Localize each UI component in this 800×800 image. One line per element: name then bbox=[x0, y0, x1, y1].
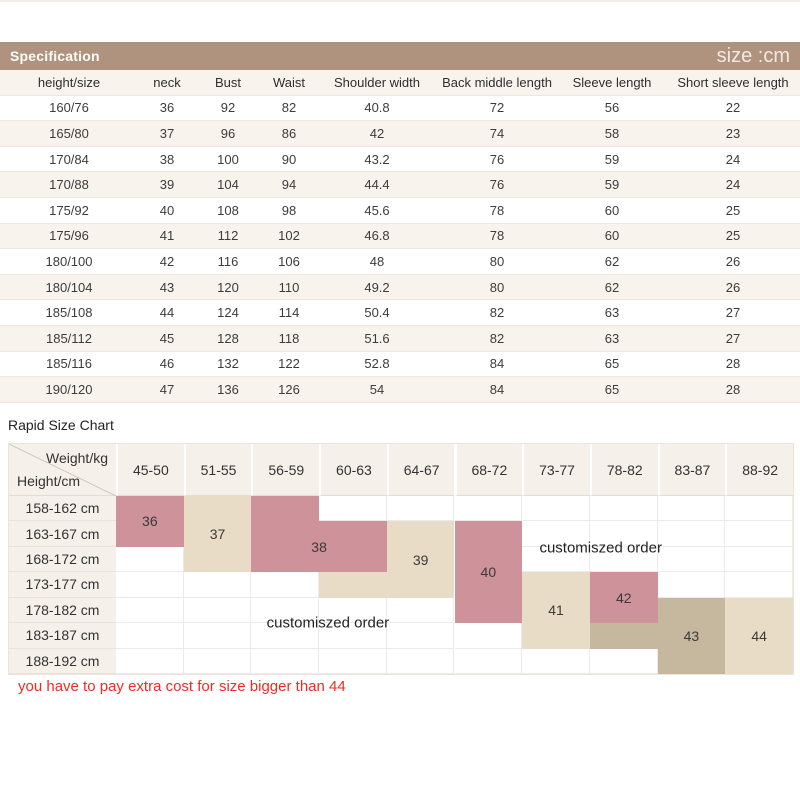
spec-value-cell: 42 bbox=[138, 249, 196, 275]
spec-value-cell: 74 bbox=[436, 121, 558, 147]
spec-value-cell: 43 bbox=[138, 274, 196, 300]
size-block-label: 38 bbox=[311, 538, 327, 555]
spec-value-cell: 63 bbox=[558, 300, 666, 326]
spec-value-cell: 23 bbox=[666, 121, 800, 147]
size-block-label: 42 bbox=[615, 589, 632, 606]
matrix-body-cell bbox=[319, 649, 387, 674]
spec-value-cell: 22 bbox=[666, 95, 800, 121]
matrix-body-cell bbox=[455, 496, 523, 521]
spec-height-size-cell: 160/76 bbox=[0, 95, 138, 121]
spec-table-row bbox=[0, 172, 800, 198]
spec-value-cell: 78 bbox=[436, 223, 558, 249]
extra-cost-note: you have to pay extra cost for size bigger than 44 bbox=[18, 678, 346, 695]
spec-value-cell: 28 bbox=[666, 351, 800, 377]
spec-value-cell: 114 bbox=[260, 300, 318, 326]
spec-value-cell: 56 bbox=[558, 95, 666, 121]
matrix-body-cell bbox=[522, 649, 590, 674]
matrix-body-cell bbox=[725, 496, 793, 521]
spec-table-row bbox=[0, 274, 800, 300]
height-row-label: 158-162 cm bbox=[9, 496, 116, 521]
spec-value-cell: 108 bbox=[196, 197, 260, 223]
page-top-border bbox=[0, 0, 800, 2]
spec-value-cell: 37 bbox=[138, 121, 196, 147]
spec-value-cell: 45 bbox=[138, 325, 196, 351]
matrix-body-cell bbox=[522, 496, 590, 521]
customized-order-note: customiszed order bbox=[539, 539, 662, 557]
weight-column-header: 88-92 bbox=[725, 444, 793, 496]
spec-value-cell: 136 bbox=[196, 377, 260, 403]
spec-value-cell: 82 bbox=[436, 325, 558, 351]
spec-column-header: Sleeve length bbox=[558, 70, 666, 95]
spec-value-cell: 50.4 bbox=[318, 300, 436, 326]
height-row-label: 168-172 cm bbox=[9, 547, 116, 572]
height-row-label: 183-187 cm bbox=[9, 623, 116, 648]
weight-column-header: 45-50 bbox=[116, 444, 184, 496]
matrix-body-cell bbox=[387, 496, 455, 521]
spec-height-size-cell: 170/84 bbox=[0, 146, 138, 172]
spec-value-cell: 80 bbox=[436, 249, 558, 275]
spec-value-cell: 38 bbox=[138, 146, 196, 172]
spec-value-cell: 60 bbox=[558, 197, 666, 223]
spec-value-cell: 63 bbox=[558, 325, 666, 351]
specification-table bbox=[0, 70, 800, 403]
spec-value-cell: 41 bbox=[138, 223, 196, 249]
spec-table-row bbox=[0, 249, 800, 275]
matrix-body-cell bbox=[725, 547, 793, 572]
spec-table-row bbox=[0, 300, 800, 326]
spec-value-cell: 78 bbox=[436, 197, 558, 223]
matrix-body-cell bbox=[725, 521, 793, 546]
spec-value-cell: 44 bbox=[138, 300, 196, 326]
spec-value-cell: 90 bbox=[260, 146, 318, 172]
size-43-block bbox=[590, 623, 658, 648]
spec-table-row bbox=[0, 377, 800, 403]
spec-value-cell: 40.8 bbox=[318, 95, 436, 121]
spec-column-header: Waist bbox=[260, 70, 318, 95]
spec-column-header: Shoulder width bbox=[318, 70, 436, 95]
spec-value-cell: 65 bbox=[558, 351, 666, 377]
spec-value-cell: 122 bbox=[260, 351, 318, 377]
spec-value-cell: 98 bbox=[260, 197, 318, 223]
spec-value-cell: 25 bbox=[666, 197, 800, 223]
spec-height-size-cell: 180/104 bbox=[0, 274, 138, 300]
spec-value-cell: 82 bbox=[260, 95, 318, 121]
matrix-body-cell bbox=[184, 572, 252, 597]
matrix-body-cell bbox=[658, 547, 726, 572]
spec-value-cell: 40 bbox=[138, 197, 196, 223]
size-39-block bbox=[319, 572, 387, 597]
spec-table-row bbox=[0, 325, 800, 351]
spec-value-cell: 54 bbox=[318, 377, 436, 403]
matrix-body-cell bbox=[251, 649, 319, 674]
height-axis-label: Height/cm bbox=[17, 473, 81, 489]
spec-column-header: Back middle length bbox=[436, 70, 558, 95]
matrix-body-cell bbox=[455, 649, 523, 674]
rapid-size-chart-matrix bbox=[8, 443, 794, 675]
size-block-label: 36 bbox=[142, 513, 158, 530]
height-row-label: 163-167 cm bbox=[9, 521, 116, 546]
spec-height-size-cell: 170/88 bbox=[0, 172, 138, 198]
spec-value-cell: 60 bbox=[558, 223, 666, 249]
spec-value-cell: 132 bbox=[196, 351, 260, 377]
spec-value-cell: 42 bbox=[318, 121, 436, 147]
matrix-body-cell bbox=[387, 623, 455, 648]
height-row-label: 178-182 cm bbox=[9, 598, 116, 623]
height-row-label: 173-177 cm bbox=[9, 572, 116, 597]
spec-table-row bbox=[0, 95, 800, 121]
weight-column-header: 68-72 bbox=[455, 444, 523, 496]
weight-column-header: 83-87 bbox=[658, 444, 726, 496]
spec-value-cell: 96 bbox=[196, 121, 260, 147]
size-38-block bbox=[319, 521, 387, 572]
spec-height-size-cell: 185/108 bbox=[0, 300, 138, 326]
spec-value-cell: 46 bbox=[138, 351, 196, 377]
spec-height-size-cell: 185/116 bbox=[0, 351, 138, 377]
matrix-body-cell bbox=[319, 496, 387, 521]
spec-value-cell: 124 bbox=[196, 300, 260, 326]
spec-value-cell: 116 bbox=[196, 249, 260, 275]
matrix-body-cell bbox=[184, 598, 252, 623]
spec-height-size-cell: 175/92 bbox=[0, 197, 138, 223]
spec-column-header: height/size bbox=[0, 70, 138, 95]
spec-value-cell: 48 bbox=[318, 249, 436, 275]
size-block-label: 41 bbox=[548, 602, 564, 619]
matrix-body-cell bbox=[116, 623, 184, 648]
spec-value-cell: 102 bbox=[260, 223, 318, 249]
size-unit-label: size :cm bbox=[716, 44, 790, 67]
spec-value-cell: 36 bbox=[138, 95, 196, 121]
spec-value-cell: 84 bbox=[436, 377, 558, 403]
spec-value-cell: 100 bbox=[196, 146, 260, 172]
matrix-body-cell bbox=[658, 521, 726, 546]
size-block-label: 43 bbox=[683, 627, 700, 644]
spec-value-cell: 59 bbox=[558, 172, 666, 198]
spec-value-cell: 44.4 bbox=[318, 172, 436, 198]
spec-table-row bbox=[0, 351, 800, 377]
spec-value-cell: 27 bbox=[666, 325, 800, 351]
height-row-label: 188-192 cm bbox=[9, 649, 116, 674]
spec-table-row bbox=[0, 121, 800, 147]
spec-table-row bbox=[0, 146, 800, 172]
spec-value-cell: 39 bbox=[138, 172, 196, 198]
size-38-block bbox=[251, 496, 319, 572]
rapid-size-chart-title: Rapid Size Chart bbox=[8, 417, 114, 433]
spec-column-header: Bust bbox=[196, 70, 260, 95]
spec-column-header: neck bbox=[138, 70, 196, 95]
spec-value-cell: 43.2 bbox=[318, 146, 436, 172]
spec-value-cell: 62 bbox=[558, 249, 666, 275]
spec-value-cell: 118 bbox=[260, 325, 318, 351]
spec-value-cell: 80 bbox=[436, 274, 558, 300]
spec-value-cell: 82 bbox=[436, 300, 558, 326]
spec-value-cell: 65 bbox=[558, 377, 666, 403]
spec-value-cell: 112 bbox=[196, 223, 260, 249]
spec-height-size-cell: 175/96 bbox=[0, 223, 138, 249]
spec-value-cell: 27 bbox=[666, 300, 800, 326]
spec-column-header: Short sleeve length bbox=[666, 70, 800, 95]
spec-table-row bbox=[0, 223, 800, 249]
spec-value-cell: 76 bbox=[436, 172, 558, 198]
size-block-label: 44 bbox=[751, 627, 767, 644]
matrix-body-cell bbox=[251, 572, 319, 597]
size-block-label: 37 bbox=[209, 526, 226, 543]
spec-value-cell: 86 bbox=[260, 121, 318, 147]
spec-height-size-cell: 180/100 bbox=[0, 249, 138, 275]
customized-order-note: customiszed order bbox=[266, 614, 390, 632]
weight-column-header: 60-63 bbox=[319, 444, 387, 496]
matrix-body-cell bbox=[590, 496, 658, 521]
matrix-body-cell bbox=[116, 598, 184, 623]
specification-header-bar bbox=[0, 42, 800, 70]
matrix-body-cell bbox=[116, 547, 184, 572]
spec-table-row bbox=[0, 197, 800, 223]
spec-table-header-row bbox=[0, 70, 800, 95]
matrix-body-cell bbox=[725, 572, 793, 597]
matrix-body-cell bbox=[455, 623, 523, 648]
matrix-body-cell bbox=[658, 572, 726, 597]
specification-title: Specification bbox=[10, 48, 100, 64]
spec-height-size-cell: 165/80 bbox=[0, 121, 138, 147]
spec-value-cell: 47 bbox=[138, 377, 196, 403]
matrix-body-cell bbox=[387, 598, 455, 623]
matrix-body-cell bbox=[116, 649, 184, 674]
spec-value-cell: 26 bbox=[666, 274, 800, 300]
matrix-body-cell bbox=[658, 496, 726, 521]
spec-value-cell: 58 bbox=[558, 121, 666, 147]
weight-axis-label: Weight/kg bbox=[46, 450, 108, 466]
spec-value-cell: 104 bbox=[196, 172, 260, 198]
spec-value-cell: 106 bbox=[260, 249, 318, 275]
spec-value-cell: 128 bbox=[196, 325, 260, 351]
spec-height-size-cell: 190/120 bbox=[0, 377, 138, 403]
specification-table-container bbox=[0, 70, 800, 403]
matrix-body-cell bbox=[184, 649, 252, 674]
spec-height-size-cell: 185/112 bbox=[0, 325, 138, 351]
spec-value-cell: 72 bbox=[436, 95, 558, 121]
weight-column-header: 64-67 bbox=[387, 444, 455, 496]
spec-value-cell: 62 bbox=[558, 274, 666, 300]
size-block-label: 39 bbox=[412, 551, 429, 568]
spec-value-cell: 25 bbox=[666, 223, 800, 249]
spec-value-cell: 126 bbox=[260, 377, 318, 403]
spec-value-cell: 110 bbox=[260, 274, 318, 300]
spec-value-cell: 26 bbox=[666, 249, 800, 275]
spec-value-cell: 46.8 bbox=[318, 223, 436, 249]
matrix-body-cell bbox=[116, 572, 184, 597]
spec-value-cell: 24 bbox=[666, 172, 800, 198]
matrix-corner-cell bbox=[9, 444, 116, 496]
weight-column-header: 51-55 bbox=[184, 444, 252, 496]
spec-value-cell: 51.6 bbox=[318, 325, 436, 351]
spec-value-cell: 59 bbox=[558, 146, 666, 172]
spec-value-cell: 24 bbox=[666, 146, 800, 172]
spec-value-cell: 76 bbox=[436, 146, 558, 172]
spec-value-cell: 84 bbox=[436, 351, 558, 377]
spec-value-cell: 49.2 bbox=[318, 274, 436, 300]
spec-value-cell: 52.8 bbox=[318, 351, 436, 377]
spec-value-cell: 28 bbox=[666, 377, 800, 403]
weight-column-header: 78-82 bbox=[590, 444, 658, 496]
spec-value-cell: 92 bbox=[196, 95, 260, 121]
matrix-body-cell bbox=[590, 649, 658, 674]
matrix-body-cell bbox=[184, 623, 252, 648]
spec-value-cell: 45.6 bbox=[318, 197, 436, 223]
weight-column-header: 73-77 bbox=[522, 444, 590, 496]
weight-column-header: 56-59 bbox=[251, 444, 319, 496]
matrix-body-cell bbox=[387, 649, 455, 674]
size-block-label: 40 bbox=[480, 564, 497, 581]
spec-value-cell: 120 bbox=[196, 274, 260, 300]
spec-value-cell: 94 bbox=[260, 172, 318, 198]
